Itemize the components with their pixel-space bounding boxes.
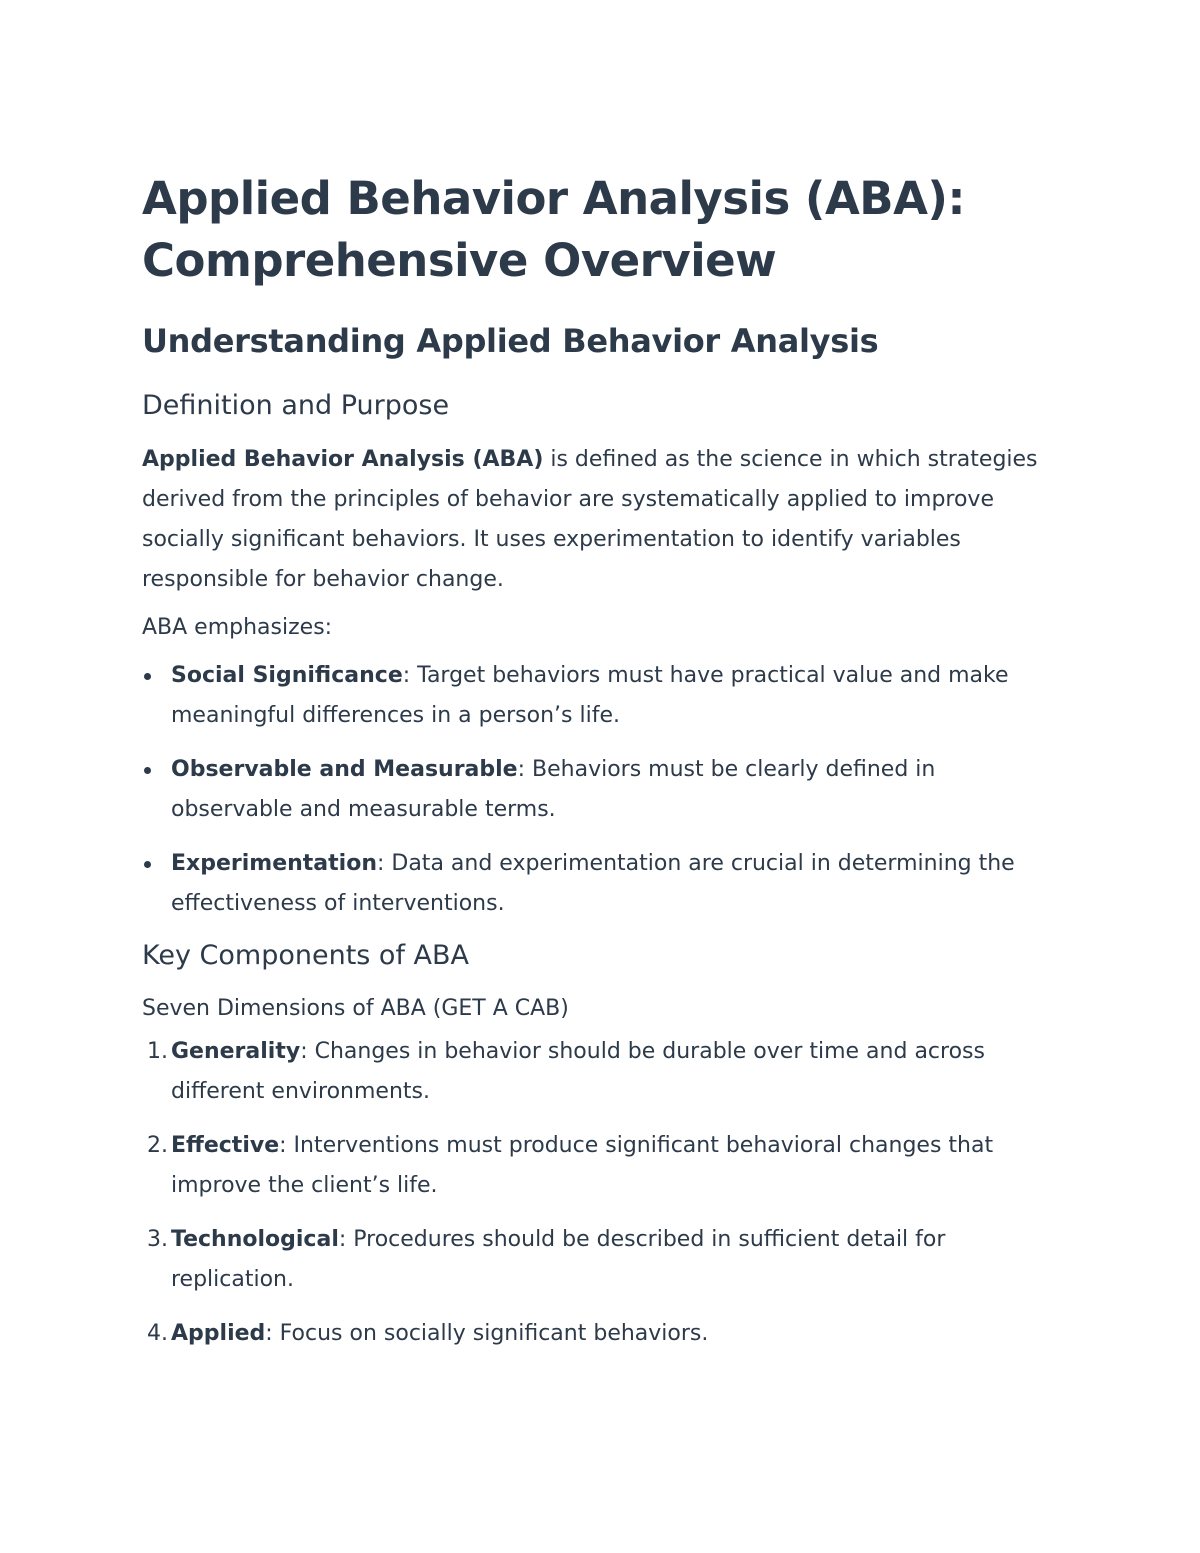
list-item: [142, 844, 1052, 924]
list-item-term: Effective: [171, 1133, 280, 1158]
components-heading: Key Components of ABA: [142, 940, 470, 971]
list-item-text: : Target behaviors must have practical value and make meaningful differences in a person’s life.: [171, 663, 1009, 728]
list-item-term: Experimentation: [171, 851, 377, 876]
list-item-text: : Interventions must produce significant behavioral changes that improve the client’s life.: [171, 1133, 994, 1198]
list-item-term: Observable and Measurable: [171, 757, 518, 782]
definition-heading: Definition and Purpose: [142, 390, 450, 421]
emphasis-intro: ABA emphasizes:: [142, 615, 333, 640]
list-item-term: Generality: [171, 1039, 301, 1064]
components-subheading: Seven Dimensions of ABA (GET A CAB): [142, 996, 569, 1021]
emphasis-list: [142, 656, 1052, 924]
bullet-icon: [144, 673, 151, 680]
bullet-icon: [144, 767, 151, 774]
dimensions-list: [142, 1032, 1052, 1354]
list-item: [142, 1032, 1052, 1112]
list-number: 1.: [147, 1039, 168, 1064]
list-number: 3.: [147, 1227, 168, 1252]
bullet-icon: [144, 861, 151, 868]
page-title: Applied Behavior Analysis (ABA): Comprehensive Overview: [142, 172, 965, 287]
definition-paragraph: [142, 440, 1052, 600]
list-item: [142, 1314, 1052, 1354]
definition-term: Applied Behavior Analysis (ABA): [142, 447, 544, 472]
list-item-text: : Behaviors must be clearly defined in observable and measurable terms.: [171, 757, 936, 822]
list-item-term: Social Significance: [171, 663, 403, 688]
list-item-text: : Changes in behavior should be durable over time and across different environments.: [171, 1039, 985, 1104]
list-item-term: Technological: [171, 1227, 339, 1252]
list-number: 2.: [147, 1133, 168, 1158]
list-item: [142, 1126, 1052, 1206]
list-item-text: : Data and experimentation are crucial in determining the effectiveness of interventions.: [171, 851, 1015, 916]
list-item: [142, 656, 1052, 736]
list-item: [142, 1220, 1052, 1300]
document-page: [142, 168, 1052, 1368]
list-item-text: : Focus on socially significant behaviors.: [265, 1321, 709, 1346]
list-number: 4.: [147, 1321, 168, 1346]
list-item-text: : Procedures should be described in sufficient detail for replication.: [171, 1227, 946, 1292]
definition-text: is defined as the science in which strategies derived from the principles of behavior are systematically applied to improve socially significant behaviors. It uses experimentation to identify variables responsible for behavior change.: [142, 447, 1038, 592]
section-heading: Understanding Applied Behavior Analysis: [142, 322, 879, 360]
list-item-term: Applied: [171, 1321, 266, 1346]
list-item: [142, 750, 1052, 830]
